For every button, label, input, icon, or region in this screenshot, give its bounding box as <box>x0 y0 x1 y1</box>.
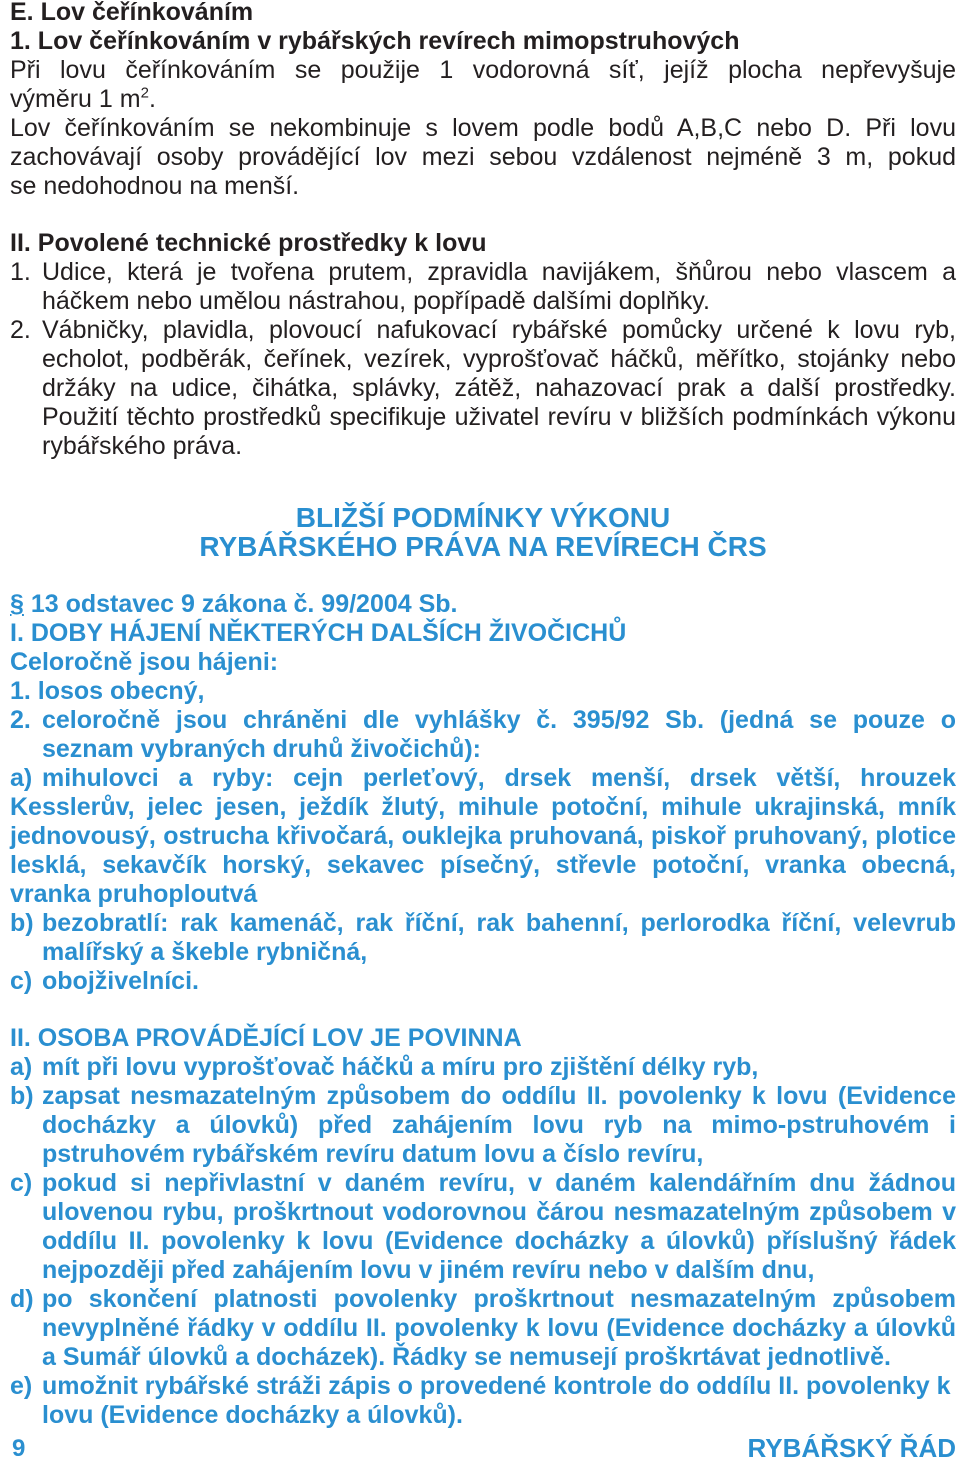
list-item-letter: a) <box>10 1053 33 1081</box>
list-item-text: Vábničky, plavidla, plovoucí nafukovací rybářské pomůcky určené k lovu ryb, echolot, podběrák, čeřínek, vezírek, vyprošťovač háčků, měřítko, stojánky nebo držáky na udice, čihátka, splávky, zátěž, nahazovací prak a další prostředky. Použití těchto prostředků specifikuje uživatel revíru v bližších podmínkách výkonu rybářského práva. <box>42 316 956 460</box>
law-item-1: 1. losos obecný, <box>10 677 205 705</box>
list-item-text: umožnit rybářské stráži zápis o provedené kontrole do oddílu II. povolenky k lovu (Evidence docházky a úlovků). <box>42 1372 951 1429</box>
section-e-text-line: se nedohodnou na menší. <box>10 172 300 200</box>
section-e-text-line: zachovávají osoby provádějící lov mezi sebou vzdálenost nejméně 3 m, pokud <box>10 143 956 171</box>
list-item <box>10 258 956 316</box>
list-item-letter: c) <box>10 1169 33 1197</box>
law-item-2 <box>10 706 956 764</box>
list-item-text: po skončení platnosti povolenky proškrtnout nesmazatelným způsobem nevyplněné řádky v oddílu II. povolenky k lovu (Evidence docházky a úlovků a Sumář úlovků a docházek). Řádky se nemusejí proškrtávat jednotlivě. <box>42 1285 956 1371</box>
list-item-text: celoročně jsou chráněni dle vyhlášky č. 395/92 Sb. (jedná se pouze o seznam vybraných druhů živočichů): <box>42 706 956 763</box>
page-number: 9 <box>12 1435 26 1462</box>
list-item-letter: e) <box>10 1372 33 1400</box>
list-item-number: 2. <box>10 706 31 734</box>
list-item-text: bezobratlí: rak kamenáč, rak říční, rak bahenní, perlorodka říční, velevrub malířský a škeble rybničná, <box>42 909 956 966</box>
law-reference-text: 13 odstavec 9 zákona č. 99/2004 Sb. <box>30 590 458 618</box>
list-item-letter: b) <box>10 1082 34 1110</box>
list-item-letter: d) <box>10 1285 34 1313</box>
page-content <box>10 0 956 1430</box>
list-item-text: Udice, která je tvořena prutem, zpravidla navijákem, šňůrou nebo vlascem a háčkem nebo umělou nástrahou, popřípadě dalšími doplňky. <box>42 258 956 315</box>
list-item-letter: b) <box>10 909 34 937</box>
law-item-a <box>10 764 956 909</box>
list-item-number: 2. <box>10 316 31 344</box>
section-e-title: E. Lov čeřínkováním <box>10 0 254 26</box>
main-heading-line: RYBÁŘSKÉHO PRÁVA NA REVÍRECH ČRS <box>199 531 767 562</box>
list-item-number: 1. <box>10 258 31 286</box>
section-e-text-line <box>10 85 956 114</box>
section-e-period: . <box>148 85 156 113</box>
list-item-text: mít při lovu vyprošťovač háčků a míru pro zjištění délky ryb, <box>42 1053 759 1081</box>
duty-item-d <box>10 1285 956 1372</box>
duty-item-e <box>10 1372 956 1430</box>
section-e-superscript: 2 <box>140 84 149 102</box>
law-item-c <box>10 967 956 996</box>
main-heading-line: BLIŽŠÍ PODMÍNKY VÝKONU <box>295 502 671 533</box>
law-reference <box>10 590 956 619</box>
list-item-text: mihulovci a ryby: cejn perleťový, drsek menší, drsek větší, hrouzek Kesslerův, jelec jesen, ježdík žlutý, mihule potoční, mihule ukrajinská, mník jednovousý, ostrucha křivočará, ouklejka pruhovaná, piskoř pruhovaný, plotice lesklá, sekavčík horský, sekavec písečný, střevle potoční, vranka obecná, vranka pruhoploutvá <box>10 764 956 908</box>
duty-title: II. OSOBA PROVÁDĚJÍCÍ LOV JE POVINNA <box>10 1024 522 1052</box>
list-item-letter: a) <box>10 764 33 792</box>
paragraph-sign: § <box>10 590 24 618</box>
section-e-subtitle: 1. Lov čeřínkováním v rybářských revírech mimopstruhových <box>10 27 740 55</box>
footer-brand: RYBÁŘSKÝ ŘÁD <box>747 1433 956 1463</box>
list-item <box>10 316 956 461</box>
law-title: I. DOBY HÁJENÍ NĚKTERÝCH DALŠÍCH ŽIVOČICHŮ <box>10 619 627 647</box>
section-e-text-line: Lov čeřínkováním se nekombinuje s lovem podle bodů A,B,C nebo D. Při lovu <box>10 114 956 142</box>
list-item-text: pokud si nepřivlastní v daném revíru, v daném kalendářním dnu žádnou ulovenou rybu, proškrtnout vodorovnou čárou nesmazatelným způsobem v oddílu II. povolenky k lovu (Evidence docházky a úlovků) příslušný řádek nejpozději před zahájením lovu v jiném revíru nebo v dalším dnu, <box>42 1169 956 1284</box>
duty-item-a <box>10 1053 956 1082</box>
law-intro: Celoročně jsou hájeni: <box>10 648 279 676</box>
list-item-letter: c) <box>10 967 33 995</box>
section-ii-title: II. Povolené technické prostředky k lovu <box>10 229 487 257</box>
section-e-text-line: Při lovu čeřínkováním se použije 1 vodorovná síť, jejíž plocha nepřevyšuje <box>10 56 956 84</box>
duty-item-b <box>10 1082 956 1169</box>
list-item-text: zapsat nesmazatelným způsobem do oddílu II. povolenky k lovu (Evidence docházky a úlovků) před zahájením lovu ryb na mimo-pstruhovém i pstruhovém rybářském revíru datum lovu a číslo revíru, <box>42 1082 956 1168</box>
section-e-area: výměru 1 m <box>10 85 141 113</box>
law-item-b <box>10 909 956 967</box>
list-item-text: obojživelníci. <box>42 967 199 995</box>
duty-item-c <box>10 1169 956 1285</box>
